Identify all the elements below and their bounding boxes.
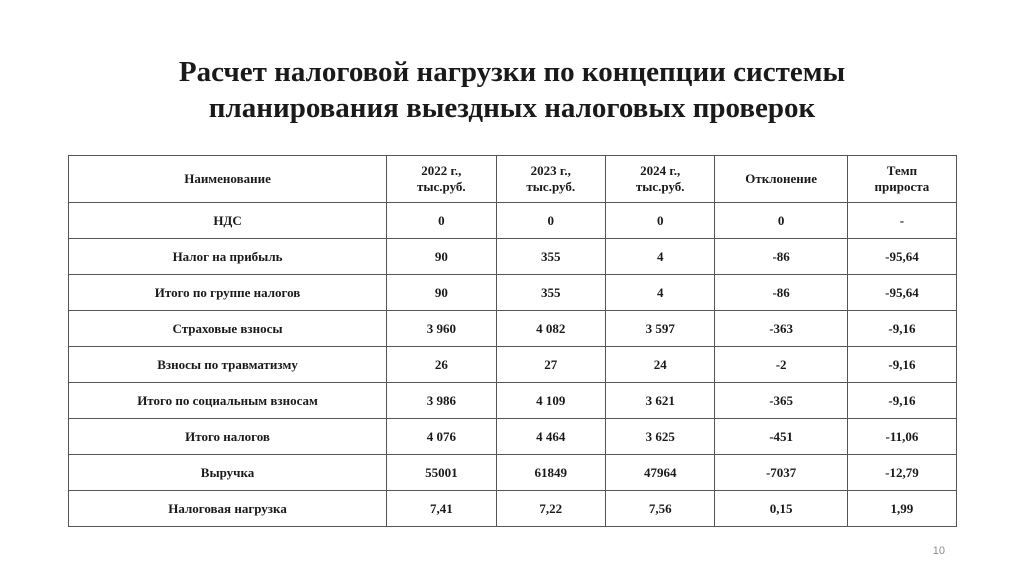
table-row bbox=[69, 419, 957, 455]
row-label: Итого по социальным взносам bbox=[69, 383, 387, 419]
cell-2024: 47964 bbox=[605, 455, 714, 491]
cell-2023: 61849 bbox=[496, 455, 605, 491]
cell-deviation: 0,15 bbox=[715, 491, 847, 527]
cell-2024: 7,56 bbox=[605, 491, 714, 527]
cell-2023: 355 bbox=[496, 239, 605, 275]
title-line-2: планирования выездных налоговых проверок bbox=[208, 92, 816, 124]
table-row bbox=[69, 347, 957, 383]
header-2024: 2024 г., тыс.руб. bbox=[605, 156, 714, 203]
cell-2024: 3 625 bbox=[605, 419, 714, 455]
cell-2024: 3 597 bbox=[605, 311, 714, 347]
cell-deviation: -363 bbox=[715, 311, 847, 347]
cell-growth-rate: -9,16 bbox=[847, 311, 956, 347]
cell-deviation: -2 bbox=[715, 347, 847, 383]
cell-2022: 26 bbox=[387, 347, 496, 383]
table-row bbox=[69, 491, 957, 527]
cell-deviation: -86 bbox=[715, 239, 847, 275]
cell-deviation: -451 bbox=[715, 419, 847, 455]
header-deviation: Отклонение bbox=[715, 156, 847, 203]
cell-2023: 27 bbox=[496, 347, 605, 383]
table-row bbox=[69, 275, 957, 311]
row-label: Налоговая нагрузка bbox=[69, 491, 387, 527]
cell-growth-rate: -11,06 bbox=[847, 419, 956, 455]
cell-2024: 24 bbox=[605, 347, 714, 383]
title-line-1: Расчет налоговой нагрузки по концепции системы bbox=[178, 56, 846, 88]
cell-2022: 3 960 bbox=[387, 311, 496, 347]
cell-2023: 4 464 bbox=[496, 419, 605, 455]
header-growth-rate: Темп прироста bbox=[847, 156, 956, 203]
row-label: Взносы по травматизму bbox=[69, 347, 387, 383]
page-number: 10 bbox=[932, 545, 945, 557]
cell-2022: 90 bbox=[387, 275, 496, 311]
page-title bbox=[0, 54, 1024, 126]
cell-growth-rate: -12,79 bbox=[847, 455, 956, 491]
cell-deviation: -7037 bbox=[715, 455, 847, 491]
cell-2022: 90 bbox=[387, 239, 496, 275]
cell-2024: 4 bbox=[605, 275, 714, 311]
cell-2022: 55001 bbox=[387, 455, 496, 491]
row-label: Итого по группе налогов bbox=[69, 275, 387, 311]
cell-deviation: -86 bbox=[715, 275, 847, 311]
cell-2023: 7,22 bbox=[496, 491, 605, 527]
cell-growth-rate: -9,16 bbox=[847, 383, 956, 419]
cell-deviation: -365 bbox=[715, 383, 847, 419]
row-label: НДС bbox=[69, 203, 387, 239]
table-row bbox=[69, 311, 957, 347]
cell-growth-rate: 1,99 bbox=[847, 491, 956, 527]
cell-growth-rate: -9,16 bbox=[847, 347, 956, 383]
cell-2023: 0 bbox=[496, 203, 605, 239]
cell-2023: 4 082 bbox=[496, 311, 605, 347]
cell-growth-rate: -95,64 bbox=[847, 239, 956, 275]
cell-2023: 355 bbox=[496, 275, 605, 311]
cell-deviation: 0 bbox=[715, 203, 847, 239]
cell-growth-rate: - bbox=[847, 203, 956, 239]
cell-2023: 4 109 bbox=[496, 383, 605, 419]
cell-growth-rate: -95,64 bbox=[847, 275, 956, 311]
cell-2024: 3 621 bbox=[605, 383, 714, 419]
cell-2022: 4 076 bbox=[387, 419, 496, 455]
cell-2024: 4 bbox=[605, 239, 714, 275]
cell-2022: 3 986 bbox=[387, 383, 496, 419]
table-row bbox=[69, 455, 957, 491]
table-row bbox=[69, 383, 957, 419]
row-label: Страховые взносы bbox=[69, 311, 387, 347]
table-row bbox=[69, 239, 957, 275]
header-name: Наименование bbox=[69, 156, 387, 203]
cell-2024: 0 bbox=[605, 203, 714, 239]
cell-2022: 0 bbox=[387, 203, 496, 239]
cell-2022: 7,41 bbox=[387, 491, 496, 527]
tax-burden-table bbox=[68, 155, 957, 527]
table-row bbox=[69, 203, 957, 239]
row-label: Налог на прибыль bbox=[69, 239, 387, 275]
header-2022: 2022 г., тыс.руб. bbox=[387, 156, 496, 203]
row-label: Итого налогов bbox=[69, 419, 387, 455]
table-header-row bbox=[69, 156, 957, 203]
row-label: Выручка bbox=[69, 455, 387, 491]
header-2023: 2023 г., тыс.руб. bbox=[496, 156, 605, 203]
